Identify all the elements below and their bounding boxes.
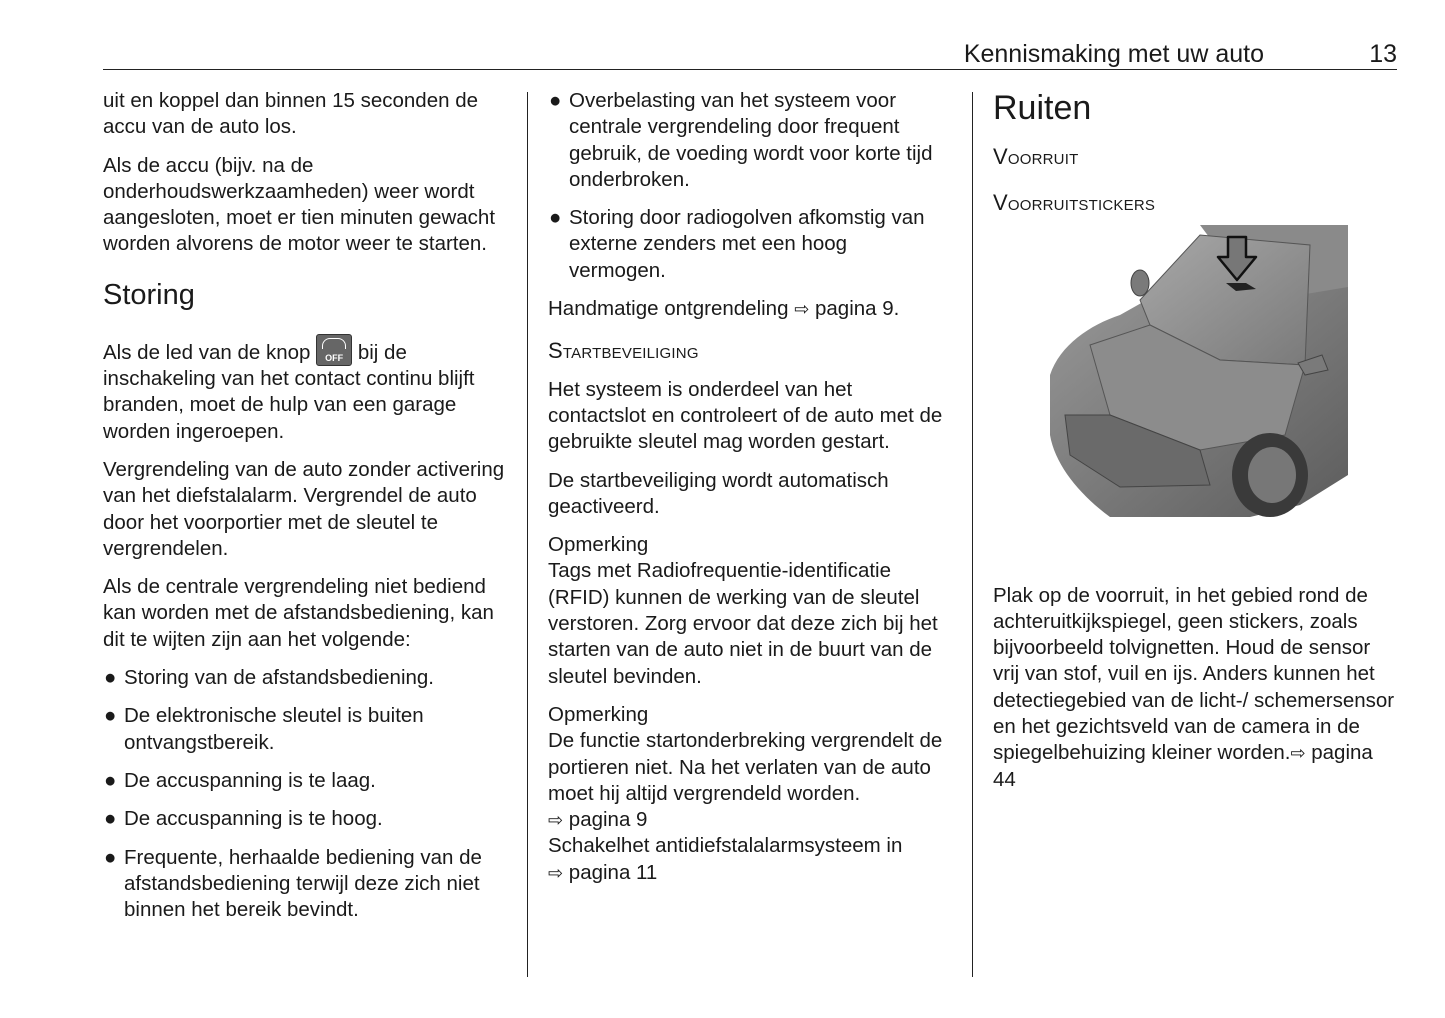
note-text <box>548 728 948 886</box>
car-illustration-svg <box>1050 225 1348 517</box>
page-reference-link[interactable]: pagina 11 <box>568 860 658 884</box>
bullet-icon: ● <box>549 89 562 112</box>
list-item-text: Storing door radiogolven afkomstig van externe zenders met een hoog vermogen. <box>569 206 925 282</box>
list-item <box>103 768 513 794</box>
page-header <box>103 38 1397 70</box>
subsection-heading-startbeveiliging: Startbeveiliging <box>548 338 699 364</box>
cause-list <box>103 665 513 923</box>
list-item <box>103 806 513 832</box>
car-windshield-illustration <box>1050 225 1348 517</box>
text-span: Schakelhet antidiefstalalarmsysteem in <box>548 834 903 858</box>
column-divider-2 <box>972 92 973 977</box>
page-ref-arrow-icon: ⇨ <box>794 299 810 320</box>
bullet-icon: ● <box>104 768 117 792</box>
bullet-icon: ● <box>104 704 117 728</box>
list-item <box>103 703 513 756</box>
text-span: De functie startonderbreking vergrendelt de portieren niet. Na het verlaten van de auto moet hij altijd vergrendeld worden. <box>548 729 943 805</box>
section-heading-storing: Storing <box>103 278 195 311</box>
list-item <box>103 665 513 691</box>
note-text: Tags met Radiofrequentie-identificatie (RFID) kunnen de werking van de sleutel verstoren. Zorg ervoor dat deze zich bij het starten van de auto niet in de buurt van de sleutel bevinden. <box>548 559 938 688</box>
paragraph: Als de centrale vergrendeling niet bediend kan worden met de afstandsbediening, kan dit te wijten zijn aan het volgende: <box>103 575 494 651</box>
paragraph: uit en koppel dan binnen 15 seconden de accu van de auto los. <box>103 89 479 139</box>
page-reference-link[interactable]: pagina 9 <box>568 808 648 832</box>
bullet-icon: ● <box>104 666 117 690</box>
paragraph-manual-unlock <box>548 296 948 322</box>
list-item-text: De accuspanning is te laag. <box>124 768 376 792</box>
cause-list-continued <box>548 88 948 284</box>
text-span: Plak op de voorruit, in het gebied rond de achteruitkijkspiegel, geen stickers, zoals bijvoorbeeld tolvignetten. Houd de sensor vrij van stof, vuil en ijs. Anders kunnen het detectiegebied van de licht-/ schemersensor en het gezichtsveld van de camera in de spiegelbehuizing kleiner worden. <box>993 583 1395 765</box>
column-1 <box>103 88 513 935</box>
list-item <box>548 88 948 193</box>
list-item <box>103 845 513 924</box>
page-number: 13 <box>1369 40 1397 68</box>
paragraph-stickers <box>993 583 1397 793</box>
alarm-off-button-icon <box>316 334 352 366</box>
note-title: Opmerking <box>548 702 649 726</box>
list-item-text: De elektronische sleutel is buiten ontvangstbereik. <box>124 704 424 754</box>
column-3 <box>993 88 1397 805</box>
bullet-icon: ● <box>549 206 562 230</box>
bullet-icon: ● <box>104 845 117 869</box>
column-divider-1 <box>527 92 528 977</box>
paragraph: De startbeveiliging wordt automatisch geactiveerd. <box>548 468 889 518</box>
running-title: Kennismaking met uw auto <box>963 40 1264 68</box>
page-ref-arrow-icon: ⇨ <box>548 862 564 883</box>
subsection-heading-voorruitstickers: Voorruitstickers <box>993 190 1156 216</box>
bullet-icon: ● <box>104 807 117 831</box>
paragraph-storing <box>103 334 513 445</box>
page-reference-link[interactable]: pagina 9. <box>814 297 900 321</box>
text-span: Handmatige ontgrendeling <box>548 297 789 321</box>
note-title: Opmerking <box>548 533 649 557</box>
paragraph: Vergrendeling van de auto zonder activering van het diefstalalarm. Vergrendel de auto door het voorportier met de sleutel te vergrendelen. <box>103 457 505 560</box>
list-item-text: Overbelasting van het systeem voor centrale vergrendeling door frequent gebruik, de voeding wordt voor korte tijd onderbroken. <box>569 89 933 191</box>
page-ref-arrow-icon: ⇨ <box>548 810 564 831</box>
page-ref-arrow-icon: ⇨ <box>1290 743 1306 764</box>
list-item <box>548 205 948 284</box>
chapter-heading-ruiten: Ruiten <box>993 89 1092 127</box>
column-2 <box>548 88 948 886</box>
subsection-heading-voorruit: Voorruit <box>993 144 1079 169</box>
list-item-text: Storing van de afstandsbediening. <box>124 666 435 690</box>
list-item-text: Frequente, herhaalde bediening van de afstandsbediening terwijl deze zich niet binnen het bereik bevindt. <box>124 845 482 922</box>
page-reference-link[interactable]: pagina 44 <box>993 741 1373 791</box>
off-label: OFF <box>325 352 344 363</box>
paragraph: Als de accu (bijv. na de onderhoudswerkzaamheden) weer wordt aangesloten, moet er tien minuten gewacht worden alvorens de motor weer te starten. <box>103 153 496 256</box>
paragraph: Het systeem is onderdeel van het contactslot en controleert of de auto met de gebruikte sleutel mag worden gestart. <box>548 377 943 454</box>
car-outline-icon <box>322 338 346 349</box>
text-span: bij de inschakeling van het contact continu blijft branden, moet de hulp van een garage worden ingeroepen. <box>103 340 475 443</box>
text-span: Als de led van de knop <box>103 340 311 364</box>
list-item-text: De accuspanning is te hoog. <box>124 807 383 831</box>
